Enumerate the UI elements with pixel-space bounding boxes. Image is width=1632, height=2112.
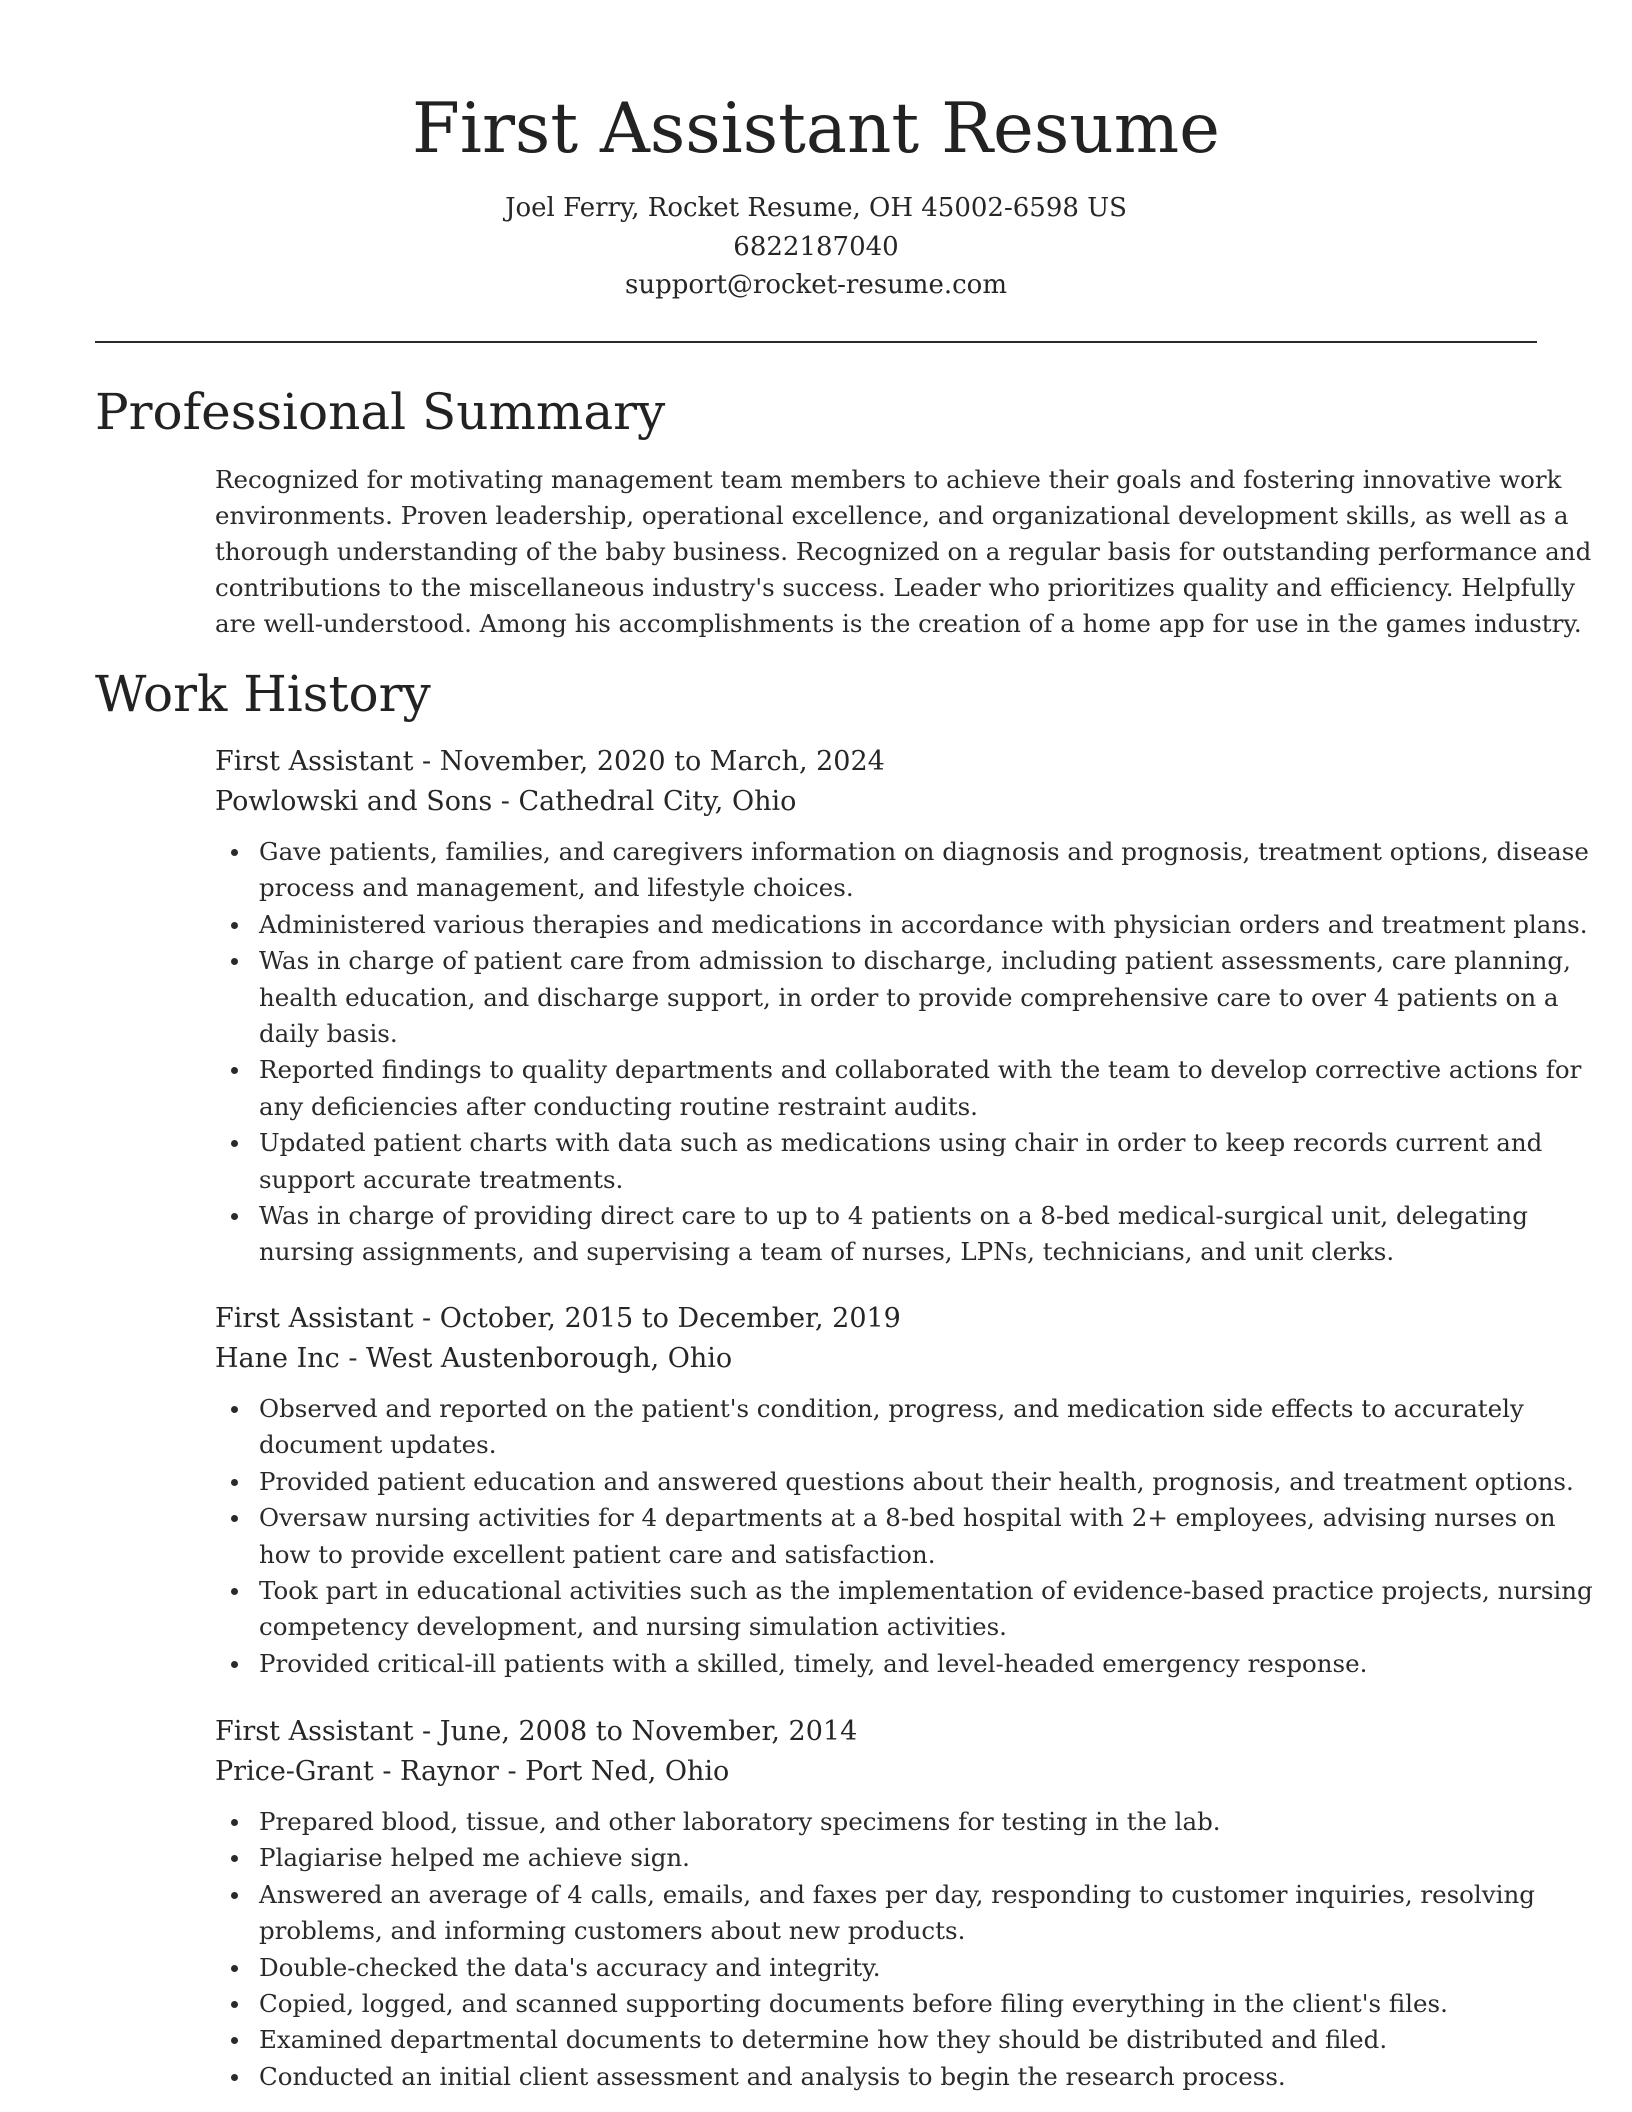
contact-email: support@rocket-resume.com [624, 270, 1007, 300]
bullet-dot [231, 1819, 238, 1826]
bullet-dot [231, 2074, 238, 2081]
job-bullet-item [215, 1198, 1545, 1271]
job-bullet-text: Observed and reported on the patient's condition, progress, and medication side effects to accurately [259, 1394, 1524, 1423]
job-title-line: First Assistant - October, 2015 to December, 2019 [215, 1303, 901, 1334]
job-bullet-text: any deficiencies after conducting routine restraint audits. [259, 1091, 978, 1121]
job-bullet-item [215, 1125, 1545, 1198]
job-bullet-text: nursing assignments, and supervising a team of nurses, LPNs, technicians, and unit clerks. [259, 1237, 1395, 1267]
job-company-line: Hane Inc - West Austenborough, Ohio [215, 1343, 733, 1374]
job-entry [215, 1299, 1593, 1682]
bullet-dot [231, 1213, 238, 1220]
job-bullet-item [215, 1840, 1545, 1876]
job-bullet-text: Oversaw nursing activities for 4 departments at a 8-bed hospital with 2+ employees, advising nurses on [259, 1503, 1556, 1533]
job-bullet-list [215, 1391, 1593, 1682]
job-bullet-text: Was in charge of providing direct care to up to 4 patients on a 8-bed medical-surgical unit, delegating [259, 1201, 1528, 1231]
job-bullet-item [215, 1646, 1545, 1682]
bullet-dot [231, 1140, 238, 1147]
work-history-heading: Work History [95, 665, 431, 723]
job-bullet-text: health education, and discharge support, in order to provide comprehensive care to over 4 patients on a [259, 982, 1559, 1012]
job-bullet-item [215, 1500, 1556, 1573]
job-bullet-text: competency development, and nursing simulation activities. [259, 1612, 1007, 1642]
job-bullet-text: Provided critical-ill patients with a skilled, timely, and level-headed emergency response. [259, 1648, 1368, 1678]
job-title-line: First Assistant - June, 2008 to November, 2014 [215, 1716, 858, 1747]
contact-phone: 6822187040 [733, 232, 899, 262]
job-bullet-text: Double-checked the data's accuracy and integrity. [259, 1952, 881, 1982]
summary-heading: Professional Summary [95, 383, 666, 441]
job-entry [215, 742, 1589, 1271]
job-bullet-text: support accurate treatments. [259, 1164, 624, 1194]
job-company-line: Price-Grant - Raynor - Port Ned, Ohio [215, 1756, 730, 1787]
bullet-dot [231, 1515, 238, 1522]
bullet-dot [231, 1588, 238, 1595]
header-divider [95, 341, 1537, 343]
bullet-dot [231, 849, 238, 856]
job-bullet-list [215, 1804, 1545, 2095]
bullet-dot [231, 1892, 238, 1899]
summary-text [215, 462, 1592, 642]
job-entry [215, 1712, 1545, 2095]
job-bullet-text: Examined departmental documents to determine how they should be distributed and filed. [259, 2025, 1388, 2055]
job-bullet-item [215, 1464, 1574, 1500]
job-bullet-text: process and management, and lifestyle choices. [259, 873, 854, 903]
bullet-dot [231, 1855, 238, 1862]
bullet-dot [231, 922, 238, 929]
job-bullet-text: Plagiarise helped me achieve sign. [259, 1843, 690, 1873]
bullet-dot [231, 1406, 238, 1413]
job-bullet-item [215, 1052, 1582, 1125]
job-bullet-text: Was in charge of patient care from admission to discharge, including patient assessments, care planning, [259, 946, 1571, 976]
summary-line: are well-understood. Among his accomplishments is the creation of a home app for use in the games industry. [215, 609, 1582, 638]
job-company-line: Powlowski and Sons - Cathedral City, Ohio [215, 786, 797, 817]
job-bullet-list [215, 834, 1589, 1271]
job-bullet-text: problems, and informing customers about new products. [259, 1916, 966, 1946]
job-bullet-text: Updated patient charts with data such as medications using chair in order to keep records current and [259, 1128, 1543, 1158]
bullet-dot [231, 2001, 238, 2008]
job-bullet-item [215, 1391, 1545, 1464]
job-bullet-text: daily basis. [259, 1019, 398, 1049]
job-bullet-text: document updates. [259, 1430, 497, 1460]
job-bullet-item [215, 907, 1588, 943]
job-bullet-item [215, 1877, 1545, 1950]
job-bullet-item [215, 1804, 1545, 1840]
bullet-dot [231, 958, 238, 965]
job-bullet-text: how to provide excellent patient care and satisfaction. [259, 1539, 936, 1569]
job-bullet-text: Answered an average of 4 calls, emails, and faxes per day, responding to customer inquiries, resolving [259, 1879, 1535, 1909]
job-title-line: First Assistant - November, 2020 to March, 2024 [215, 746, 885, 777]
job-bullet-text: Provided patient education and answered questions about their health, prognosis, and treatment options. [259, 1466, 1574, 1496]
job-bullet-item [215, 2022, 1545, 2058]
job-bullet-item [215, 943, 1571, 1052]
bullet-dot [231, 1479, 238, 1486]
job-bullet-item [215, 2059, 1545, 2095]
summary-line: thorough understanding of the baby business. Recognized on a regular basis for outstanding performance and [215, 537, 1592, 566]
job-bullet-text: Gave patients, families, and caregivers information on diagnosis and prognosis, treatment options, disease [259, 837, 1589, 866]
bullet-dot [231, 2037, 238, 2044]
job-bullet-item [215, 1573, 1593, 1646]
bullet-dot [231, 1661, 238, 1668]
job-bullet-item [215, 1986, 1545, 2022]
contact-address: Joel Ferry, Rocket Resume, OH 45002-6598 US [505, 193, 1127, 223]
job-bullet-item [215, 1950, 1545, 1986]
job-bullet-text: Reported findings to quality departments and collaborated with the team to develop corrective actions for [259, 1055, 1582, 1085]
job-bullet-item [215, 834, 1589, 907]
job-bullet-text: Copied, logged, and scanned supporting documents before filing everything in the client's files. [259, 1989, 1448, 2019]
job-bullet-text: Conducted an initial client assessment and analysis to begin the research process. [259, 2061, 1286, 2091]
job-bullet-text: Administered various therapies and medications in accordance with physician orders and treatment plans. [259, 909, 1588, 939]
bullet-dot [231, 1965, 238, 1972]
job-bullet-text: Took part in educational activities such as the implementation of evidence-based practice projects, nursing [259, 1576, 1593, 1606]
resume-title: First Assistant Resume [412, 89, 1220, 169]
job-bullet-text: Prepared blood, tissue, and other laboratory specimens for testing in the lab. [259, 1807, 1221, 1836]
summary-line: contributions to the miscellaneous industry's success. Leader who prioritizes quality and efficiency. Helpfully [215, 573, 1576, 602]
bullet-dot [231, 1067, 238, 1074]
summary-line: Recognized for motivating management team members to achieve their goals and fostering innovative work [215, 465, 1562, 494]
summary-line: environments. Proven leadership, operational excellence, and organizational development skills, as well as a [215, 501, 1569, 530]
